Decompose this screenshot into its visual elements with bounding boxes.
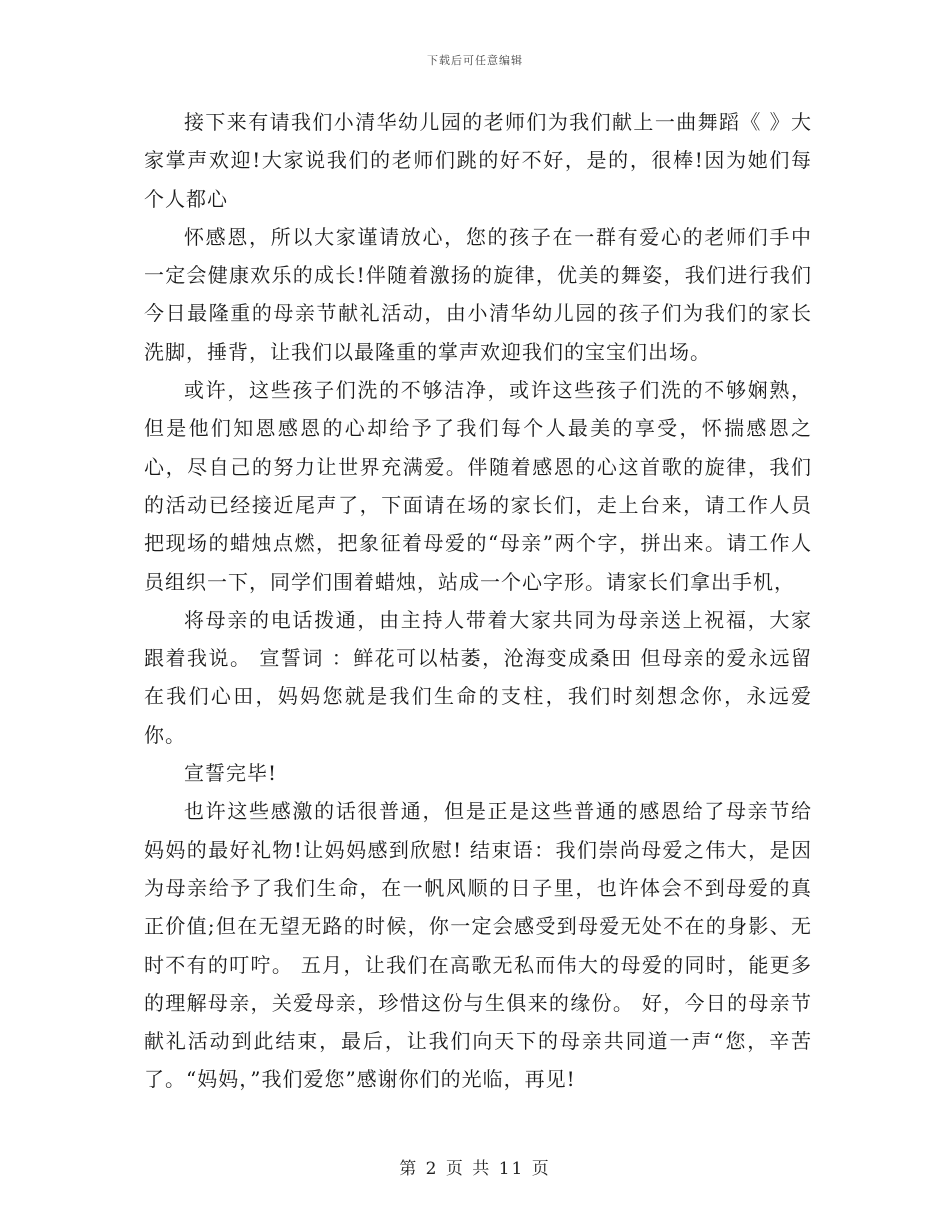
paragraph: 怀感恩，所以大家谨请放心，您的孩子在一群有爱心的老师们手中一定会健康欢乐的成长!伴随着激扬的旋律，优美的舞姿，我们进行我们今日最隆重的母亲节献礼活动，由小清华幼儿园的孩子们为我们的家长洗脚，捶背，让我们以最隆重的掌声欢迎我们的宝宝们出场。 — [144, 224, 812, 364]
paragraph: 将母亲的电话拨通，由主持人带着大家共同为母亲送上祝福，大家跟着我说。 宣誓词 ：鲜花可以枯萎，沧海变成桑田 但母亲的爱永远留在我们心田，妈妈您就是我们生命的支柱，我们时刻想念你，永远爱你。 — [144, 607, 812, 747]
paragraph: 或许，这些孩子们洗的不够洁净，或许这些孩子们洗的不够娴熟，但是他们知恩感恩的心却给予了我们每个人最美的享受，怀揣感恩之心，尽自己的努力让世界充满爱。伴随着感恩的心这首歌的旋律，我们的活动已经接近尾声了，下面请在场的家长们，走上台来，请工作人员把现场的蜡烛点燃，把象征着母爱的“母亲”两个字，拼出来。请工作人员组织一下，同学们围着蜡烛，站成一个心字形。请家长们拿出手机， — [144, 378, 812, 594]
page-header: 下载后可任意编辑 — [427, 54, 523, 67]
document-body — [144, 103, 812, 1099]
paragraph: 也许这些感激的话很普通，但是正是这些普通的感恩给了母亲节给妈妈的最好礼物!让妈妈感到欣慰! 结束语：我们崇尚母爱之伟大，是因为母亲给予了我们生命，在一帆风顺的日子里，也许体会不到母爱的真正价值;但在无望无路的时候，你一定会感受到母爱无处不在的身影、无时不有的叮咛。 五月，让我们在高歌无私而伟大的母爱的同时，能更多的理解母亲，关爱母亲，珍惜这份与生俱来的缘份。 好，今日的母亲节献礼活动到此结束，最后，让我们向天下的母亲共同道一声“您，辛苦了。“妈妈，”我们爱您”感谢你们的光临，再见! — [144, 799, 812, 1092]
page-number-footer: 第 2 页 共 11 页 — [399, 1159, 551, 1179]
paragraph: 接下来有请我们小清华幼儿园的老师们为我们献上一曲舞蹈《 》大家掌声欢迎!大家说我们的老师们跳的好不好，是的，很棒!因为她们每个人都心 — [144, 110, 812, 211]
paragraph: 宣誓完毕! — [184, 761, 278, 786]
